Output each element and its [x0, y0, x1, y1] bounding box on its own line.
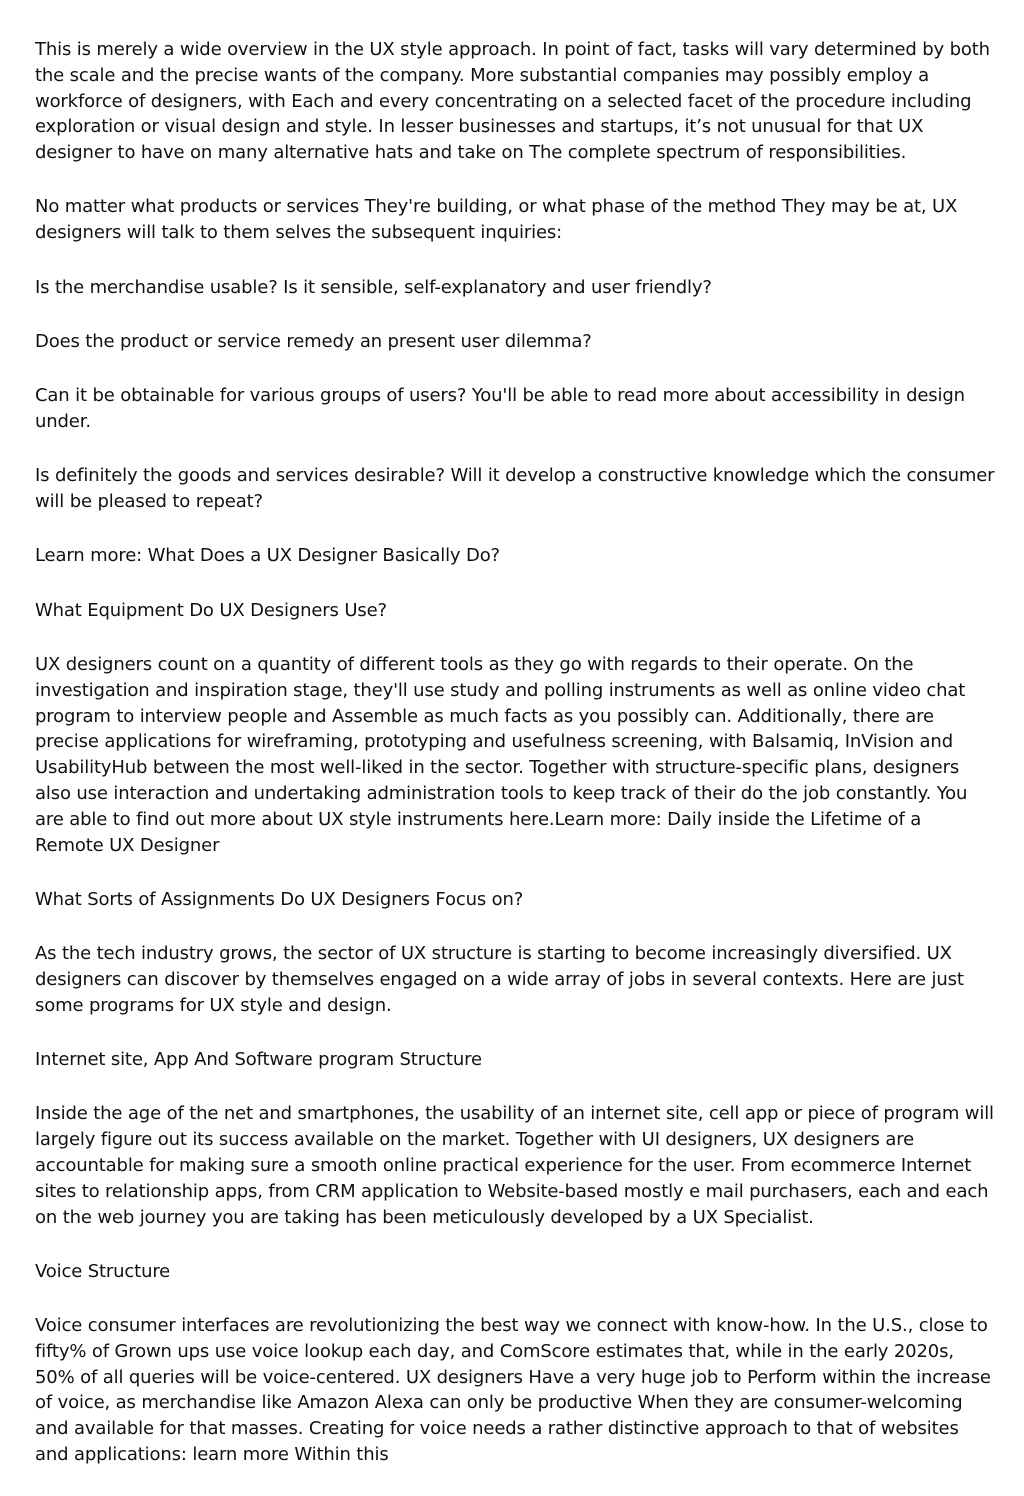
paragraph-questions-intro: No matter what products or services They're building, or what phase of the method They may be at, UX designers will talk to them selves the subsequent inquiries:	[35, 196, 958, 244]
paragraph-question-accessible: Can it be obtainable for various groups of users? You'll be able to read more about accessibility in design under.	[35, 385, 965, 432]
paragraph-tech-industry: As the tech industry grows, the sector of UX structure is starting to become increasingly diversified. UX designers can discover by themselves engaged on a wide array of jobs in several contexts. Here are just some programs for UX style and design.	[35, 943, 964, 1016]
paragraph-question-usable: Is the merchandise usable? Is it sensible, self-explanatory and user friendly?	[35, 276, 712, 298]
paragraph-ux-overview: This is merely a wide overview in the UX style approach. In point of fact, tasks will vary determined by both the scale and the precise wants of the company. More substantial companies may possibly employ a workforce of designers, with Each and every concentrating on a selected facet of the procedure including exploration or visual design and style. In lesser businesses and startups, it’s not unusual for that UX designer to have on many alternative hats and take on The complete spectrum of responsibilities.	[35, 39, 990, 164]
paragraph-question-problem: Does the product or service remedy an present user dilemma?	[35, 330, 592, 352]
paragraph-voice: Voice consumer interfaces are revolutionizing the best way we connect with know-how. In the U.S., close to fifty% of Grown ups use voice lookup each day, and ComScore estimates that, while in the early 2020s, 50% of all queries will be voice-centered. UX designers Have a very huge job to Perform within the increase of voice, as merchandise like Amazon Alexa can only be productive When they are consumer-welcoming and available for that masses. Creating for voice needs a rather distinctive approach to that of websites and applications: learn more Within this	[35, 1315, 991, 1466]
paragraph-question-desirable: Is definitely the goods and services desirable? Will it develop a constructive knowledge which the consumer will be pleased to repeat?	[35, 465, 995, 513]
heading-voice: Voice Structure	[35, 1260, 171, 1282]
paragraph-internet-site: Inside the age of the net and smartphones, the usability of an internet site, cell app or piece of program will largely figure out its success available on the market. Together with UI designers, UX designers are accountable for making sure a smooth online practical experience for the user. From ecommerce Internet sites to relationship apps, from CRM application to Website-based mostly e mail purchasers, each and each on the web journey you are taking has been meticulously developed by a UX Specialist.	[35, 1103, 994, 1228]
document-body	[35, 37, 995, 1496]
heading-assignments: What Sorts of Assignments Do UX Designers Focus on?	[35, 888, 524, 910]
heading-equipment: What Equipment Do UX Designers Use?	[35, 599, 387, 621]
paragraph-learn-more-designer: Learn more: What Does a UX Designer Basically Do?	[35, 545, 500, 567]
paragraph-tools: UX designers count on a quantity of different tools as they go with regards to their operate. On the investigation and inspiration stage, they'll use study and polling instruments as well as online video chat program to interview people and Assemble as much facts as you possibly can. Additionally, there are precise applications for wireframing, prototyping and usefulness screening, with Balsamiq, InVision and UsabilityHub between the most well-liked in the sector. Together with structure-specific plans, designers also use interaction and undertaking administration tools to keep track of their do the job constantly. You are able to find out more about UX style instruments here.Learn more: Daily inside the Lifetime of a Remote UX Designer	[35, 653, 968, 856]
heading-internet-site: Internet site, App And Software program Structure	[35, 1049, 482, 1071]
